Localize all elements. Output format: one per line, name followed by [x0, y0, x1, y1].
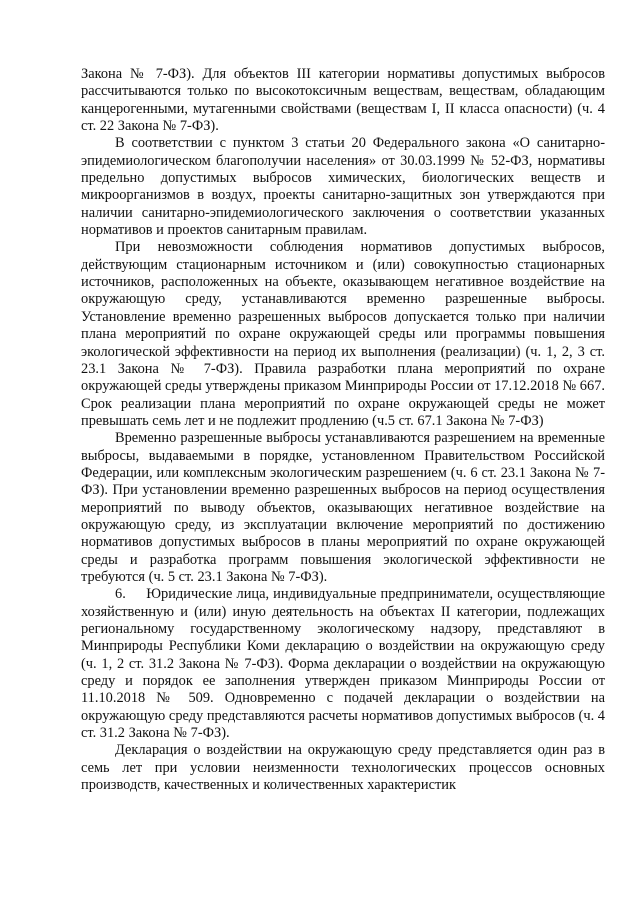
paragraph-2: В соответствии с пунктом 3 статьи 20 Федерального закона «О санитарно-эпидемиологическом благополучии населения» от 30.03.1999 № 52-ФЗ, нормативы предельно допустимых выбросов химических, биологических веществ и микроорганизмов в воздух, проекты санитарно-защитных зон утверждаются при наличии санитарно-эпидемиологического заключения о соответствии указанных нормативов и проектов санитарным правилам. [81, 135, 605, 239]
paragraph-4: Временно разрешенные выбросы устанавливаются разрешением на временные выбросы, выдаваемыми в порядке, установленном Правительством Российской Федерации, или комплексным экологическим разрешением (ч. 6 ст. 23.1 Закона № 7-ФЗ). При установлении временно разрешенных выбросов на период осуществления мероприятий по выводу объектов, оказывающих негативное воздействие на окружающую среду, из эксплуатации включение мероприятий по достижению нормативов допустимых выбросов в планы мероприятий по охране окружающей среды и разработка программ повышения экологической эффективности не требуются (ч. 5 ст. 23.1 Закона № 7-ФЗ). [81, 430, 605, 585]
document-body [81, 66, 605, 794]
paragraph-5-item-6: 6. Юридические лица, индивидуальные предприниматели, осуществляющие хозяйственную и (или) иную деятельность на объектах II категории, подлежащих региональному государственному экологическому надзору, представляют в Минприроды Республики Коми декларацию о воздействии на окружающую среду (ч. 1, 2 ст. 31.2 Закона № 7-ФЗ). Форма декларации о воздействии на окружающую среду и порядок ее заполнения утвержден приказом Минприроды России от 11.10.2018 № 509. Одновременно с подачей декларации о воздействии на окружающую среду представляются расчеты нормативов допустимых выбросов (ч. 4 ст. 31.2 Закона № 7-ФЗ). [81, 586, 605, 742]
paragraph-3: При невозможности соблюдения нормативов допустимых выбросов, действующим стационарным источником и (или) совокупностью стационарных источников, расположенных на объекте, оказывающем негативное воздействие на окружающую среду, устанавливаются временно разрешенные выбросы. Установление временно разрешенных выбросов допускается только при наличии плана мероприятий по охране окружающей среды или программы повышения экологической эффективности на период их выполнения (реализации) (ч. 1, 2, 3 ст. 23.1 Закона № 7-ФЗ). Правила разработки плана мероприятий по охране окружающей среды утверждены приказом Минприроды России от 17.12.2018 № 667. Срок реализации плана мероприятий по охране окружающей среды не может превышать семь лет и не подлежит продлению (ч.5 ст. 67.1 Закона № 7-ФЗ) [81, 239, 605, 429]
paragraph-6: Декларация о воздействии на окружающую среду представляется один раз в семь лет при условии неизменности технологических процессов основных производств, качественных и количественных характеристик [81, 742, 605, 794]
paragraph-1: Закона № 7-ФЗ). Для объектов III категории нормативы допустимых выбросов рассчитываются только по высокотоксичным веществам, веществам, обладающим канцерогенными, мутагенными свойствами (веществам I, II класса опасности) (ч. 4 ст. 22 Закона № 7-ФЗ). [81, 66, 605, 135]
